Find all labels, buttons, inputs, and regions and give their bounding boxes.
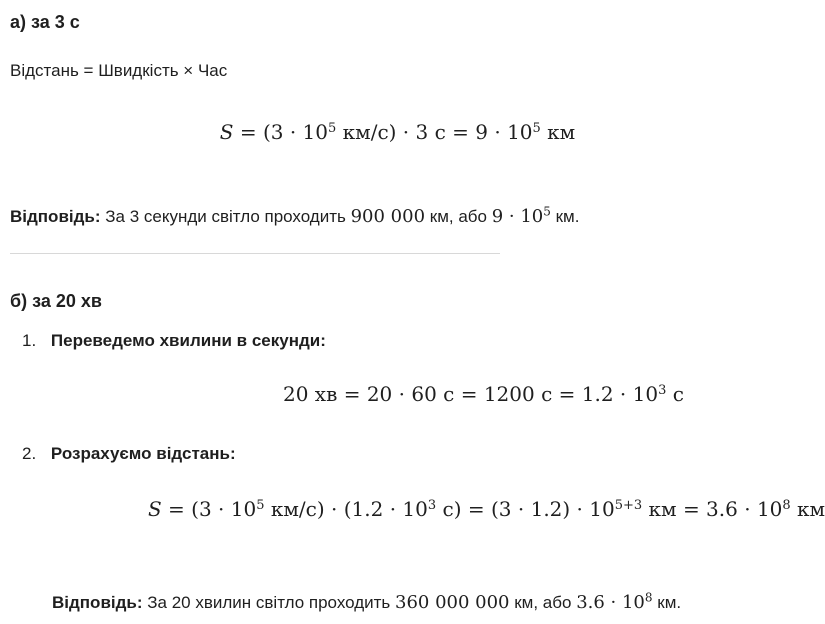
- answer-a-value: 900 000: [350, 206, 426, 227]
- answer-b-end: км.: [652, 593, 682, 612]
- answer-b-math-exp: 8: [644, 590, 653, 605]
- equation-b2-symbol: S: [148, 497, 162, 521]
- equation-b2-exp4: 8: [782, 497, 791, 513]
- equation-b2-exp1: 5: [256, 497, 265, 513]
- equation-b1-base: 20 хв = 20 · 60 с = 1200 с = 1.2 · 10: [283, 382, 659, 406]
- answer-b-math-base: 3.6 · 10: [576, 592, 645, 613]
- formula-label: Відстань = Швидкість × Час: [10, 61, 228, 80]
- step-1-number: 1.: [22, 331, 37, 350]
- answer-b-text: За 20 хвилин світло проходить: [142, 593, 395, 612]
- equation-b2-exp3: 5+3: [614, 497, 643, 513]
- answer-b: [52, 592, 681, 613]
- step-1: [22, 331, 326, 351]
- answer-a-math-exp: 5: [543, 204, 551, 219]
- equation-b2-part2: км/с) · (1.2 · 10: [264, 497, 428, 521]
- step-2: [22, 444, 236, 464]
- equation-b1-end: с: [666, 382, 684, 406]
- answer-b-math: [576, 592, 652, 613]
- answer-b-value: 360 000 000: [395, 592, 510, 613]
- answer-a-label: Відповідь:: [10, 207, 101, 226]
- answer-a: [10, 206, 579, 227]
- equation-b1-exp: 3: [658, 382, 667, 398]
- equation-a-part3: км: [540, 120, 576, 144]
- equation-a-exp1: 5: [328, 120, 337, 136]
- equation-a-symbol: S: [219, 120, 234, 144]
- answer-b-label: Відповідь:: [52, 593, 143, 612]
- equation-a-eq: =: [239, 120, 263, 144]
- answer-b-mid: км, або: [509, 593, 577, 612]
- equation-a-part1: (3 · 10: [262, 120, 329, 144]
- equation-b2-part3: с) = (3 · 1.2) · 10: [436, 497, 615, 521]
- equation-b2-part4: км = 3.6 · 10: [642, 497, 783, 521]
- equation-b2-part1: = (3 · 10: [161, 497, 257, 521]
- answer-a-math: [492, 206, 551, 227]
- section-a-heading: а) за 3 с: [10, 12, 80, 32]
- answer-a-end: км.: [550, 207, 580, 226]
- equation-b2: [148, 497, 825, 521]
- answer-a-text: За 3 секунди світло проходить: [100, 207, 351, 226]
- equation-a-part2: км/с) · 3 с = 9 · 10: [336, 120, 533, 144]
- equation-a: [0, 120, 795, 144]
- section-divider: [10, 253, 500, 254]
- answer-a-mid: км, або: [425, 207, 492, 226]
- equation-a-exp2: 5: [532, 120, 541, 136]
- section-b-heading: б) за 20 хв: [10, 291, 102, 311]
- step-2-label: Розрахуємо відстань:: [50, 444, 236, 463]
- step-1-label: Переведемо хвилини в секунди:: [50, 331, 326, 350]
- answer-a-math-base: 9 · 10: [491, 206, 544, 227]
- equation-b2-part5: км: [790, 497, 825, 521]
- step-2-number: 2.: [22, 444, 37, 463]
- equation-b2-exp2: 3: [427, 497, 437, 513]
- equation-b1: [283, 382, 684, 406]
